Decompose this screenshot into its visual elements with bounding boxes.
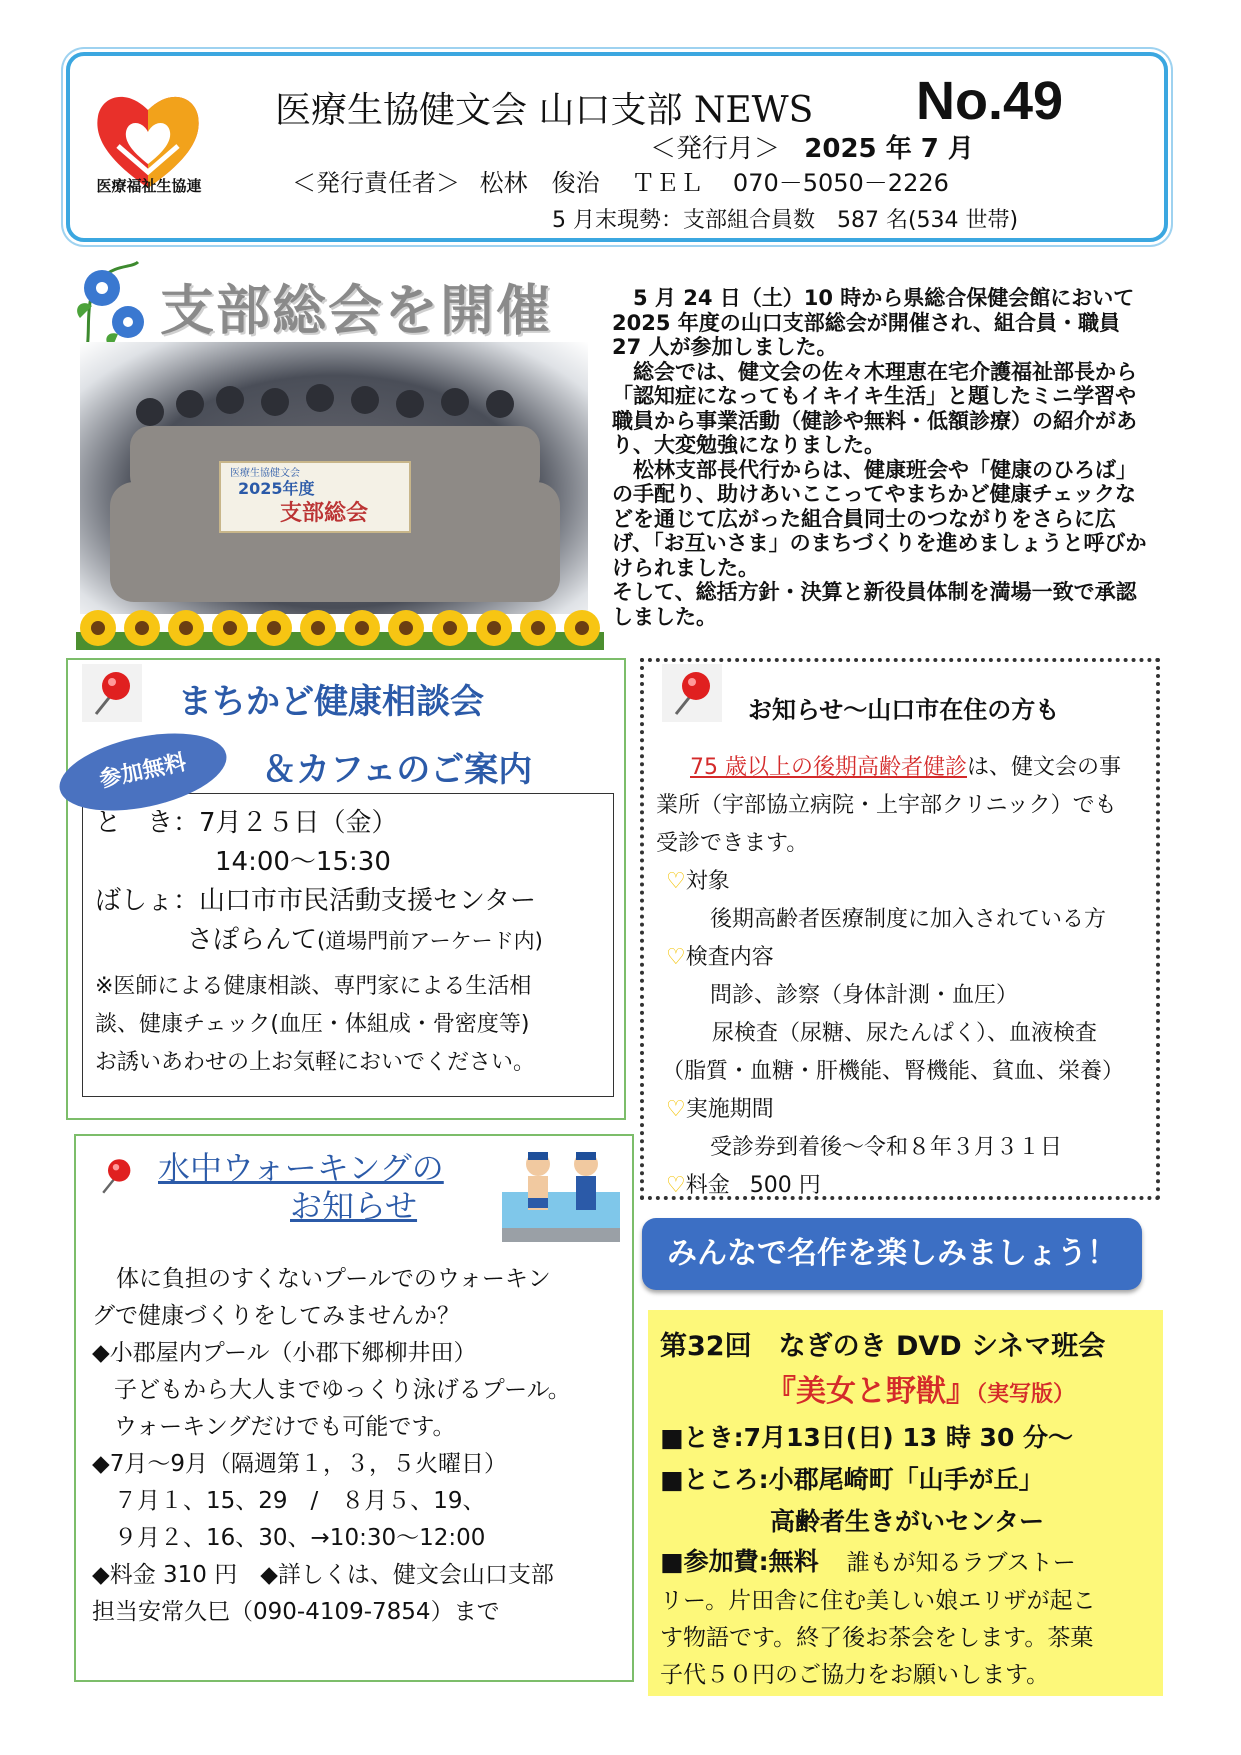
banner-line3: 支部総会 <box>280 501 369 526</box>
pool-desc-2: ウォーキングだけでも可能です。 <box>114 1414 456 1440</box>
exam-line-2: 尿検査（尿糖、尿たんぱく）、血液検査 <box>712 1021 1098 1046</box>
where-name-line <box>187 919 543 956</box>
banner-line2: 2025年度 <box>238 479 315 498</box>
cinema-where-2: 高齢者生きがいセンター <box>770 1507 1045 1536</box>
sunflower-icon <box>76 606 604 650</box>
cinema-title: 第32回 なぎのき DVD シネマ班会 <box>660 1331 1106 1362</box>
heart-bullet-icon: ♡ <box>666 945 686 970</box>
suichu-dates-2: ９月２、16、30、→10:30～12:00 <box>114 1525 486 1551</box>
pushpin-icon <box>92 1152 140 1200</box>
fee-value: 500 円 <box>749 1173 821 1198</box>
sokai-paragraph: 総会では、健文会の佐々木理恵在宅介護福祉部長から「認知症になってもイキイキ生活」と題したミニ学習や職員から事業活動（健診や無料・低額診療）の紹介があり、大変勉強になりました。 <box>612 359 1137 457</box>
cinema-desc-4: 子代５０円のご協力をお願いします。 <box>660 1662 1050 1688</box>
banner-line1: 医療生協健文会 <box>230 468 300 479</box>
oshirase-title: お知らせ～山口市在住の方も <box>748 696 1060 724</box>
cinema-where: ■ところ:小郡尾崎町「山手が丘」 <box>660 1465 1044 1494</box>
tel-value: 070－5050－2226 <box>732 169 949 197</box>
sokai-paragraph: そして、総括方針・決算と新役員体制を満場一致で承認しました。 <box>612 580 1137 629</box>
sokai-title: 支部総会を開催 <box>160 279 552 342</box>
cinema-desc-1: 誰もが知るラブストー <box>846 1550 1076 1576</box>
when-time: 14:00～15:30 <box>215 847 391 877</box>
cinema-when: ■とき:7月13日(日) 13 時 30 分～ <box>660 1423 1074 1452</box>
target-value: 後期高齢者医療制度に加入されている方 <box>710 907 1107 932</box>
suichu-contact: 担当安常久巳（090-4109-7854）まで <box>92 1599 500 1625</box>
group-photo <box>80 342 588 614</box>
publisher-name: 松林 俊治 <box>479 169 600 197</box>
cinema-box <box>648 1310 1163 1696</box>
period-value: 受診券到着後～令和８年３月３１日 <box>710 1135 1063 1160</box>
pushpin-icon <box>82 664 142 722</box>
machikado-note-1: ※医師による健康相談、専門家による生活相 <box>95 974 532 999</box>
publisher-label: ＜発行責任者＞ <box>292 169 460 197</box>
pool-name: ◆小郡屋内プール（小郡下郷柳井田） <box>92 1340 477 1366</box>
sokai-article <box>612 286 1152 629</box>
exam-heading <box>666 940 774 971</box>
where-value: 山口市市民活動支援センター <box>199 886 536 916</box>
where-name: さぽらんて <box>187 925 318 955</box>
logo-label: 医療福祉生協連 <box>96 177 202 195</box>
machikado-note-3: お誘いあわせの上お気軽においでください。 <box>95 1050 536 1075</box>
exam-line-1: 問診、診察（身体計測・血圧） <box>710 983 1019 1008</box>
issue-month <box>650 128 974 165</box>
film-line <box>766 1366 1075 1410</box>
pool-desc-1: 子どもから大人までゆっくり泳げるプール。 <box>114 1377 571 1403</box>
pushpin-icon <box>662 664 722 722</box>
suichu-dates-1: ７月１、15、29 / ８月５、19、 <box>114 1488 486 1514</box>
month-value: 2025 年 7 月 <box>804 134 974 164</box>
period-heading <box>666 1092 774 1123</box>
free-badge: 参加無料 <box>53 720 234 824</box>
group-photo-figures <box>80 342 588 614</box>
tel-label: ＴＥＬ <box>631 169 704 197</box>
suichu-schedule: ◆7月～9月（隔週第１，３，５火曜日） <box>92 1451 507 1477</box>
oshirase-intro-3: 受診できます。 <box>656 831 809 856</box>
sokai-paragraph: 松林支部長代行からは、健康班会や「健康のひろば」の手配り、助けあいここってやまちかど健康チェックなどを通じて広がった組合員同士のつながりをさらに広げ、「お互いさま」のまちづくりを進めましょうと呼びかけられました。 <box>612 457 1147 580</box>
fee-line <box>666 1168 821 1199</box>
suichu-intro-1: 体に負担のすくないプールでのウォーキン <box>116 1266 551 1292</box>
fee-label: 料金 <box>685 1173 730 1198</box>
cinema-desc-2: リー。片田舎に住む美しい娘エリザが起こ <box>660 1588 1096 1614</box>
target-heading <box>666 864 730 895</box>
intro-rest: は、健文会の事 <box>967 755 1122 780</box>
exam-label: 検査内容 <box>685 945 774 970</box>
cinema-desc-3: す物語です。終了後お茶会をします。茶菓 <box>660 1625 1094 1651</box>
swimmers-icon <box>502 1142 620 1242</box>
suichu-intro-2: グで健康づくりをしてみませんか？ <box>92 1303 460 1329</box>
oshirase-intro-2: 業所（宇部協立病院・上宇部クリニック）でも <box>656 793 1117 818</box>
oshirase-intro <box>690 750 1121 781</box>
target-label: 対象 <box>685 869 730 894</box>
when-label: と き： <box>95 808 200 838</box>
film-note: （実写版） <box>976 1382 1076 1407</box>
issue-number: No.49 <box>916 71 1064 131</box>
member-count: 5 月末現勢：支部組合員数 587 名(534 世帯) <box>552 208 1019 233</box>
cinema-banner: みんなで名作を楽しみましょう！ <box>642 1218 1142 1290</box>
machikado-subtitle: ＆カフェのご案内 <box>262 750 533 790</box>
sokai-paragraph: 5 月 24 日（土）10 時から県総合保健会館において 2025 年度の山口支部総会が開催され、組合員・職員 27 人が参加しました。 <box>612 286 1135 359</box>
exam-line-3: （脂質・血糖・肝機能、腎機能、貧血、栄養） <box>662 1059 1125 1084</box>
newsletter-title: 医療生協健文会 山口支部 NEWS <box>275 90 814 131</box>
heart-bullet-icon: ♡ <box>666 1173 686 1198</box>
cinema-fee-line <box>660 1542 1076 1578</box>
machikado-title: まちかど健康相談会 <box>178 682 484 722</box>
kenshin-highlight: 75 歳以上の後期高齢者健診 <box>690 755 967 780</box>
heart-bullet-icon: ♡ <box>666 1097 686 1122</box>
cinema-fee: ■参加費:無料 <box>660 1547 819 1576</box>
period-label: 実施期間 <box>685 1097 774 1122</box>
when-date: 7月２５日（金） <box>199 808 398 838</box>
where-line <box>95 880 536 917</box>
suichu-title-2: お知らせ <box>290 1187 418 1225</box>
heart-bullet-icon: ♡ <box>666 869 686 894</box>
machikado-details <box>82 793 614 1097</box>
where-note: (道場門前アーケード内) <box>317 929 543 953</box>
film-title: 『美女と野獣』 <box>766 1374 976 1409</box>
month-label: ＜発行月＞ <box>650 134 781 164</box>
where-label: ばしょ： <box>95 886 200 916</box>
publisher-line <box>292 163 949 198</box>
machikado-note-2: 談、健康チェック(血圧・体組成・骨密度等) <box>95 1012 530 1037</box>
suichu-fee-contact: ◆料金 310 円 ◆詳しくは、健文会山口支部 <box>92 1562 554 1588</box>
suichu-title: 水中ウォーキングの <box>158 1149 444 1187</box>
